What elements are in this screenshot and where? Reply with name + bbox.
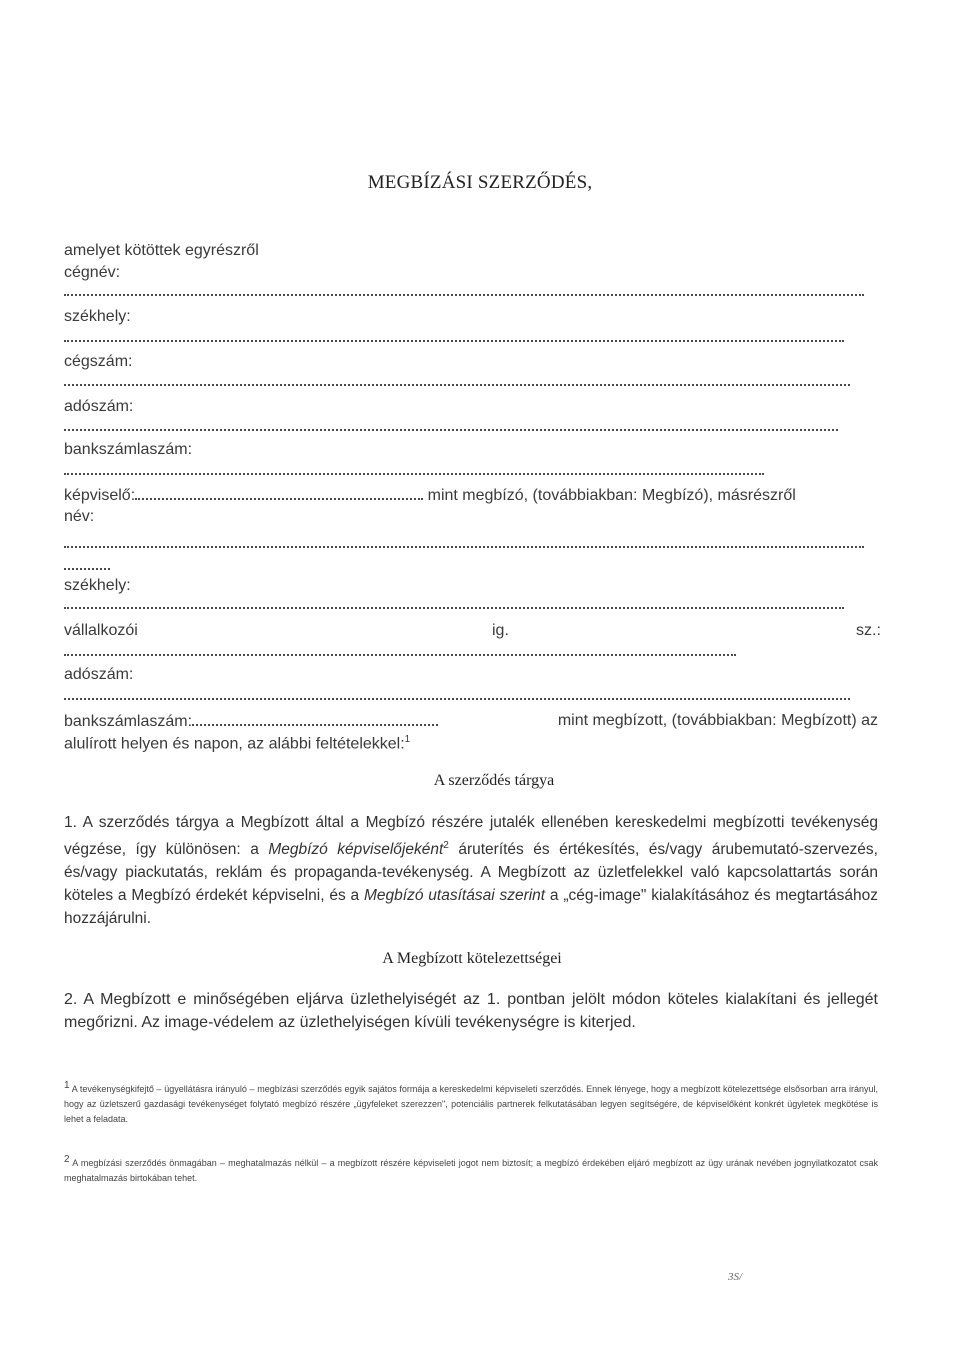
fill-line-adoszam-1	[64, 427, 838, 431]
bankszamlaszam-2-line	[64, 712, 438, 731]
label-bankszamlaszam-1: bankszámlaszám:	[64, 441, 193, 458]
label-adoszam-2: adószám:	[64, 666, 134, 683]
footnote-1	[64, 1078, 878, 1127]
label-szekhely-1: székhely:	[64, 308, 131, 325]
section1-italic-2: Megbízó utasításai szerint	[364, 887, 546, 905]
label-ig: ig.	[492, 622, 509, 639]
fill-line-szekhely-2	[64, 605, 844, 609]
footnote-mark-1: 1	[64, 1080, 70, 1091]
section2-heading: A Megbízott kötelezettségei	[382, 950, 562, 967]
fill-line-cegnev	[64, 292, 864, 296]
fill-line-cegszam	[64, 382, 850, 386]
fill-line-vallalkozoi	[64, 652, 736, 656]
closing-line	[64, 734, 410, 753]
footnote-ref-1: 1	[404, 734, 411, 745]
fill-inline-kepviselo	[135, 486, 423, 500]
fill-inline-bankszamlaszam-2	[192, 712, 438, 726]
kepviselo-suffix: mint megbízó, (továbbiakban: Megbízó), másrészről	[427, 487, 796, 504]
footnote-ref-2: 2	[443, 840, 449, 851]
page-mark: 3S/	[728, 1271, 743, 1283]
label-kepviselo: képviselő:	[64, 487, 136, 504]
label-sz: sz.:	[856, 622, 881, 639]
section2-paragraph	[64, 988, 878, 1034]
footnote-text-2: A megbízási szerződés önmagában – meghatalmazás nélkül – a megbízott részére képviseleti jogot nem biztosít; a megbízó érdekében eljáró megbízott az ügy urának nevében jognyilatkozatot csak meghatalmazás birtokában tehet.	[64, 1158, 878, 1183]
fill-line-szekhely-1	[64, 338, 844, 342]
label-nev: név:	[64, 508, 95, 525]
label-cegnev: cégnév:	[64, 264, 121, 281]
label-szekhely-2: székhely:	[64, 577, 131, 594]
fill-line-adoszam-2	[64, 696, 850, 700]
footnote-2	[64, 1152, 878, 1186]
section1-italic-1: Megbízó képviselőjeként	[268, 841, 444, 859]
footnote-mark-2: 2	[64, 1154, 70, 1165]
label-adoszam-1: adószám:	[64, 398, 134, 415]
label-cegszam: cégszám:	[64, 353, 133, 370]
kepviselo-line	[64, 486, 796, 505]
section1-text-a: 1. A szerződés tárgya a Megbízott által a Megbízó részére jutalék ellenében kereskedelmi megbízotti tevékenység végzése, így különösen: a	[64, 814, 878, 859]
closing-text: alulírott helyen és napon, az alábbi feltételekkel:	[64, 735, 405, 753]
section1-heading: A szerződés tárgya	[433, 772, 555, 789]
section1-text-e: a „cég-image" kialakításához és megtartásához hozzájárulni.	[64, 887, 878, 928]
section1-paragraph	[64, 811, 878, 930]
label-bankszamlaszam-2: bankszámlaszám:	[64, 713, 193, 730]
fill-line-nev-short	[64, 566, 110, 570]
footnote-text-1: A tevékenységkifejtő – ügyellátásra irányuló – megbízási szerződés egyik sajátos formája a kereskedelmi képviseleti szerződés. Ennek lényege, hogy a megbízott kötelezettsége elsősorban arra irányul, hogy az üzletszerű gazdasági tevékenységet folytató megbízó részére „ügyfeleket szerezzen", potenciális partnerek felkutatásában legyen segítségére, de képviselőként konkrét ügyletek megkötése is lehet a feladata.	[64, 1084, 878, 1124]
fill-line-nev	[64, 544, 864, 548]
bankszamlaszam-2-suffix: mint megbízott, (továbbiakban: Megbízott) az	[557, 712, 878, 729]
fill-line-bankszamlaszam-1	[64, 471, 764, 475]
section2-text: 2. A Megbízott e minőségében eljárva üzlethelyiségét az 1. pontban jelölt módon köteles kialakítani és jellegét megőrizni. Az image-védelem az üzlethelyiségen kívüli tevékenységre is kiterjed.	[64, 991, 878, 1031]
intro-text: amelyet kötöttek egyrészről	[64, 242, 259, 259]
label-vallalkozoi: vállalkozói	[64, 622, 138, 639]
section1-text-c: áruterítés és értékesítés, és/vagy árubemutató-szervezés, és/vagy piackutatás, reklám és propaganda-tevékenység. A Megbízott az üzletfelekkel való kapcsolattartás során köteles a Megbízó érdekét képviselni, és a	[64, 841, 878, 905]
document-title: MEGBÍZÁSI SZERZŐDÉS,	[367, 172, 593, 193]
